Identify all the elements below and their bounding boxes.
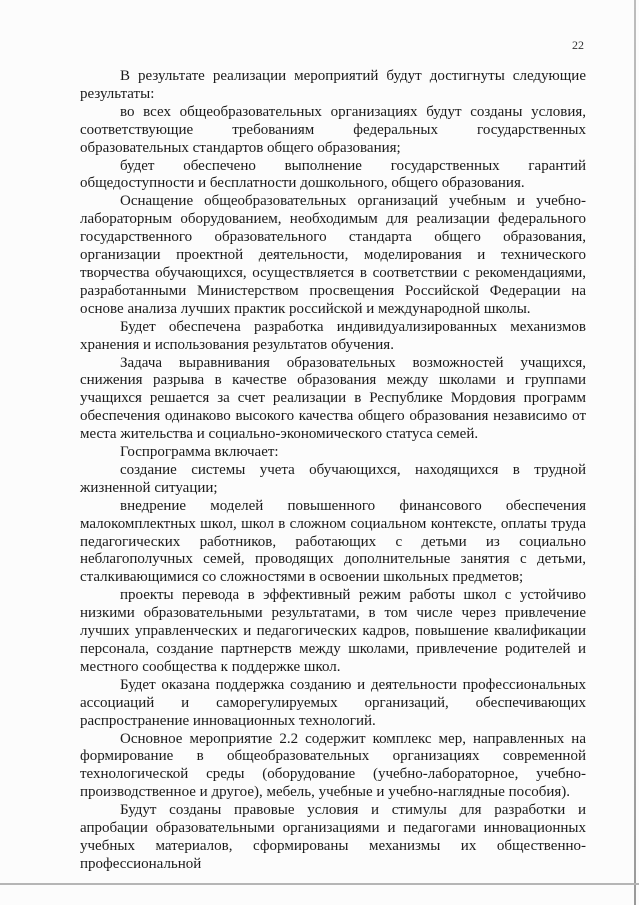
paragraph-school-transition: проекты перевода в эффективный режим работы школ с устойчиво низкими образовательными результатами, в том числе через привлечение лучших управленческих и педагогических кадров, повышение квалификации персонала, создание партнерств между школами, привлечение родителей и местного сообщества к поддержке школ.: [80, 587, 586, 675]
paragraph-financing-models: внедрение моделей повышенного финансового обеспечения малокомплектных школ, школ в сложном социальном контексте, оплаты труда педагогических работников, работающих с детьми из социально неблагополучных семей, проводящих дополнительные занятия с детьми, сталкивающимися со сложностями в освоении школьных предметов;: [80, 497, 586, 586]
paragraph-associations: Будет оказана поддержка созданию и деятельности профессиональных ассоциаций и саморегулируемых организаций, обеспечивающих распространение инновационных технологий.: [80, 676, 586, 729]
scan-edge-right: [634, 0, 636, 905]
paragraph-mechanisms: Будет обеспечена разработка индивидуализированных механизмов хранения и использования результатов обучения.: [80, 318, 586, 353]
paragraph-guarantees: будет обеспечено выполнение государственных гарантий общедоступности и бесплатности дошкольного, общего образования.: [80, 157, 586, 192]
paragraph-program-includes: Госпрограмма включает:: [120, 444, 279, 461]
paragraph-measure-2-2: Основное мероприятие 2.2 содержит комплекс мер, направленных на формирование в общеобразовательных организациях современной технологической среды (оборудование (учебно-лабораторное, учебно-производственное и другое), мебель, учебные и учебно-наглядные пособия).: [80, 730, 586, 801]
page-number: 22: [572, 38, 584, 52]
body-text: [80, 68, 586, 874]
paragraph-legal-conditions: Будут созданы правовые условия и стимулы для разработки и апробации образовательными организациями и педагогами инновационных учебных материалов, сформированы механизмы их общественно-профессиональной: [80, 802, 586, 872]
paragraph-equipment: Оснащение общеобразовательных организаций учебным и учебно-лабораторным оборудованием, необходимым для реализации федерального государственного образовательного стандарта общего образования, организации проектной деятельности, моделирования и технического творчества обучающихся, осуществляется в соответствии с рекомендациями, разработанными Министерством просвещения Российской Федерации на основе анализа лучших практик российской и международной школы.: [80, 193, 586, 317]
scan-edge-bottom: [0, 883, 639, 885]
paragraph-results-intro: В результате реализации мероприятий будут достигнуты следующие результаты:: [80, 68, 586, 102]
paragraph-equalization: Задача выравнивания образовательных возможностей учащихся, снижения разрыва в качестве образования между школами и группами учащихся решается за счет реализации в Республике Мордовия программ обеспечения одинаково высокого качества общего образования независимо от места жительства и социально-экономического статуса семей.: [80, 354, 586, 443]
paragraph-student-accounting: создание системы учета обучающихся, находящихся в трудной жизненной ситуации;: [80, 461, 586, 496]
paragraph-conditions: во всех общеобразовательных организациях будут созданы условия, соответствующие требованиям федеральных государственных образовательных стандартов общего образования;: [80, 103, 586, 156]
